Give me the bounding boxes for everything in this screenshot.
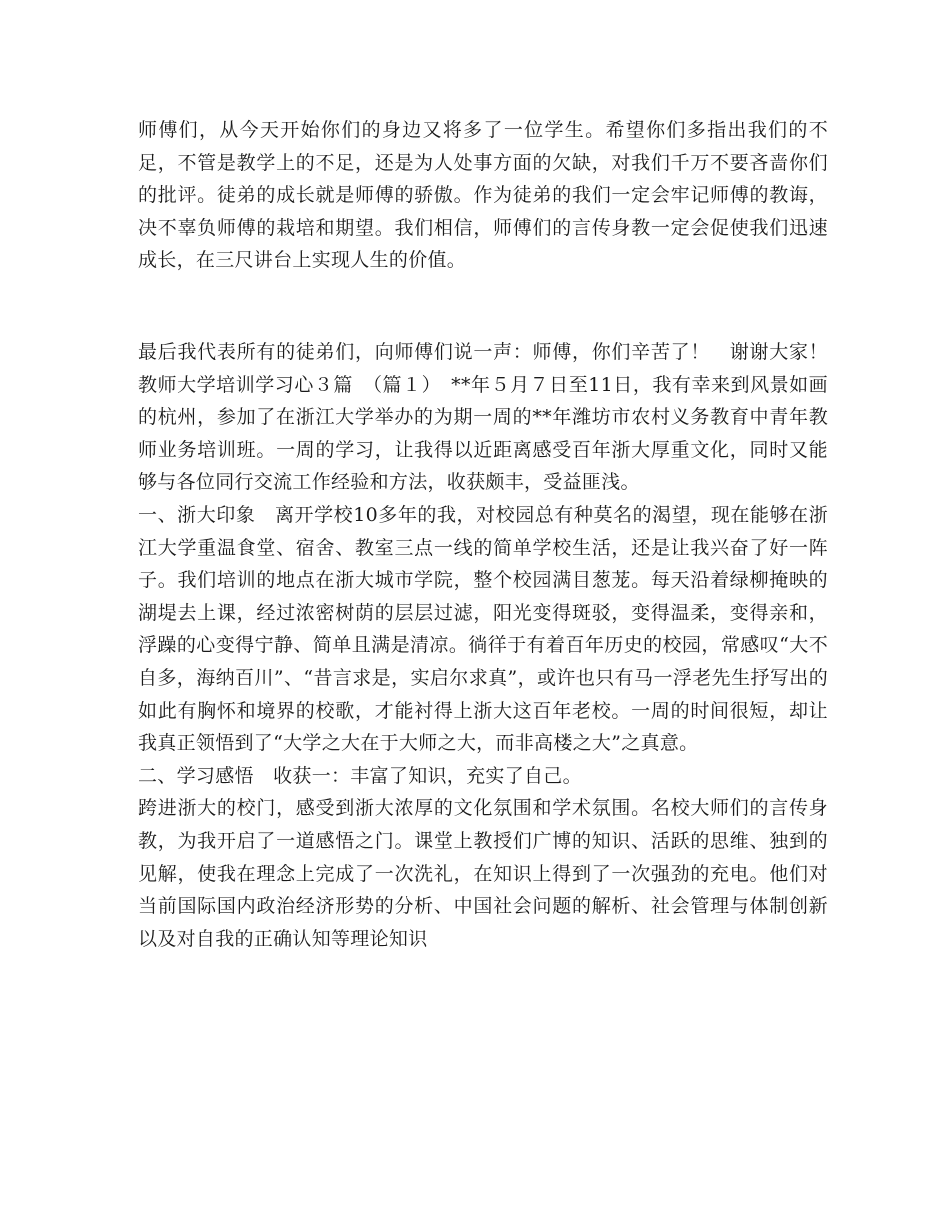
paragraph-learning-body: 跨进浙大的校门，感受到浙大浓厚的文化氛围和学术氛围。名校大师们的言传身教，为我开启了一道感悟之门。课堂上教授们广博的知识、活跃的思维、独到的见解，使我在理念上完成了一次洗礼，在知识上得到了一次强劲的充电。他们对当前国际国内政治经济形势的分析、中国社会问题的解析、社会管理与体制创新以及对自我的正确认知等理论知识 (138, 797, 828, 950)
paragraph-zju-impression: 一、浙大印象 离开学校10多年的我，对校园总有种莫名的渴望，现在能够在浙江大学重温食堂、宿舍、教室三点一线的简单学校生活，还是让我兴奋了好一阵子。我们培训的地点在浙大城市学院，整个校园满目葱茏。每天沿着绿柳掩映的湖堤去上课，经过浓密树荫的层层过滤，阳光变得斑驳，变得温柔，变得亲和，浮躁的心变得宁静、简单且满是清凉。徜徉于有着百年历史的校园，常感叹“大不自多，海纳百川”、“昔言求是，实启尔求真”，或许也只有马一浮老先生抒写出的如此有胸怀和境界的校歌，才能衬得上浙大这百年老校。一周的时间很短，却让我真正领悟到了“大学之大在于大师之大，而非高楼之大”之真意。 (138, 503, 828, 755)
paragraph-closing-remarks: 师傅们，从今天开始你们的身边又将多了一位学生。希望你们多指出我们的不足，不管是教学上的不足，还是为人处事方面的欠缺，对我们千万不要吝啬你们的批评。徒弟的成长就是师傅的骄傲。作为徒弟的我们一定会牢记师傅的教诲，决不辜负师傅的栽培和期望。我们相信，师傅们的言传身教一定会促使我们迅速成长，在三尺讲台上实现人生的价值。 (138, 119, 828, 272)
paragraph-learning-heading: 二、学习感悟 收获一：丰富了知识，充实了自己。 (138, 764, 582, 787)
text-block-main (138, 336, 848, 955)
text-block-top (138, 114, 828, 277)
paragraph-thanks-and-intro: 最后我代表所有的徒弟们，向师傅们说一声：师傅，你们辛苦了！ 谢谢大家！ 教师大学培训学习心３篇 （篇１） **年５月７日至11日，我有幸来到风景如画的杭州，参加了在浙江大学举办的为期一周的**年潍坊市农村义务教育中青年教师业务培训班。一周的学习，让我得以近距离感受百年浙大厚重文化，同时又能够与各位同行交流工作经验和方法，收获颇丰，受益匪浅。 (138, 341, 848, 494)
